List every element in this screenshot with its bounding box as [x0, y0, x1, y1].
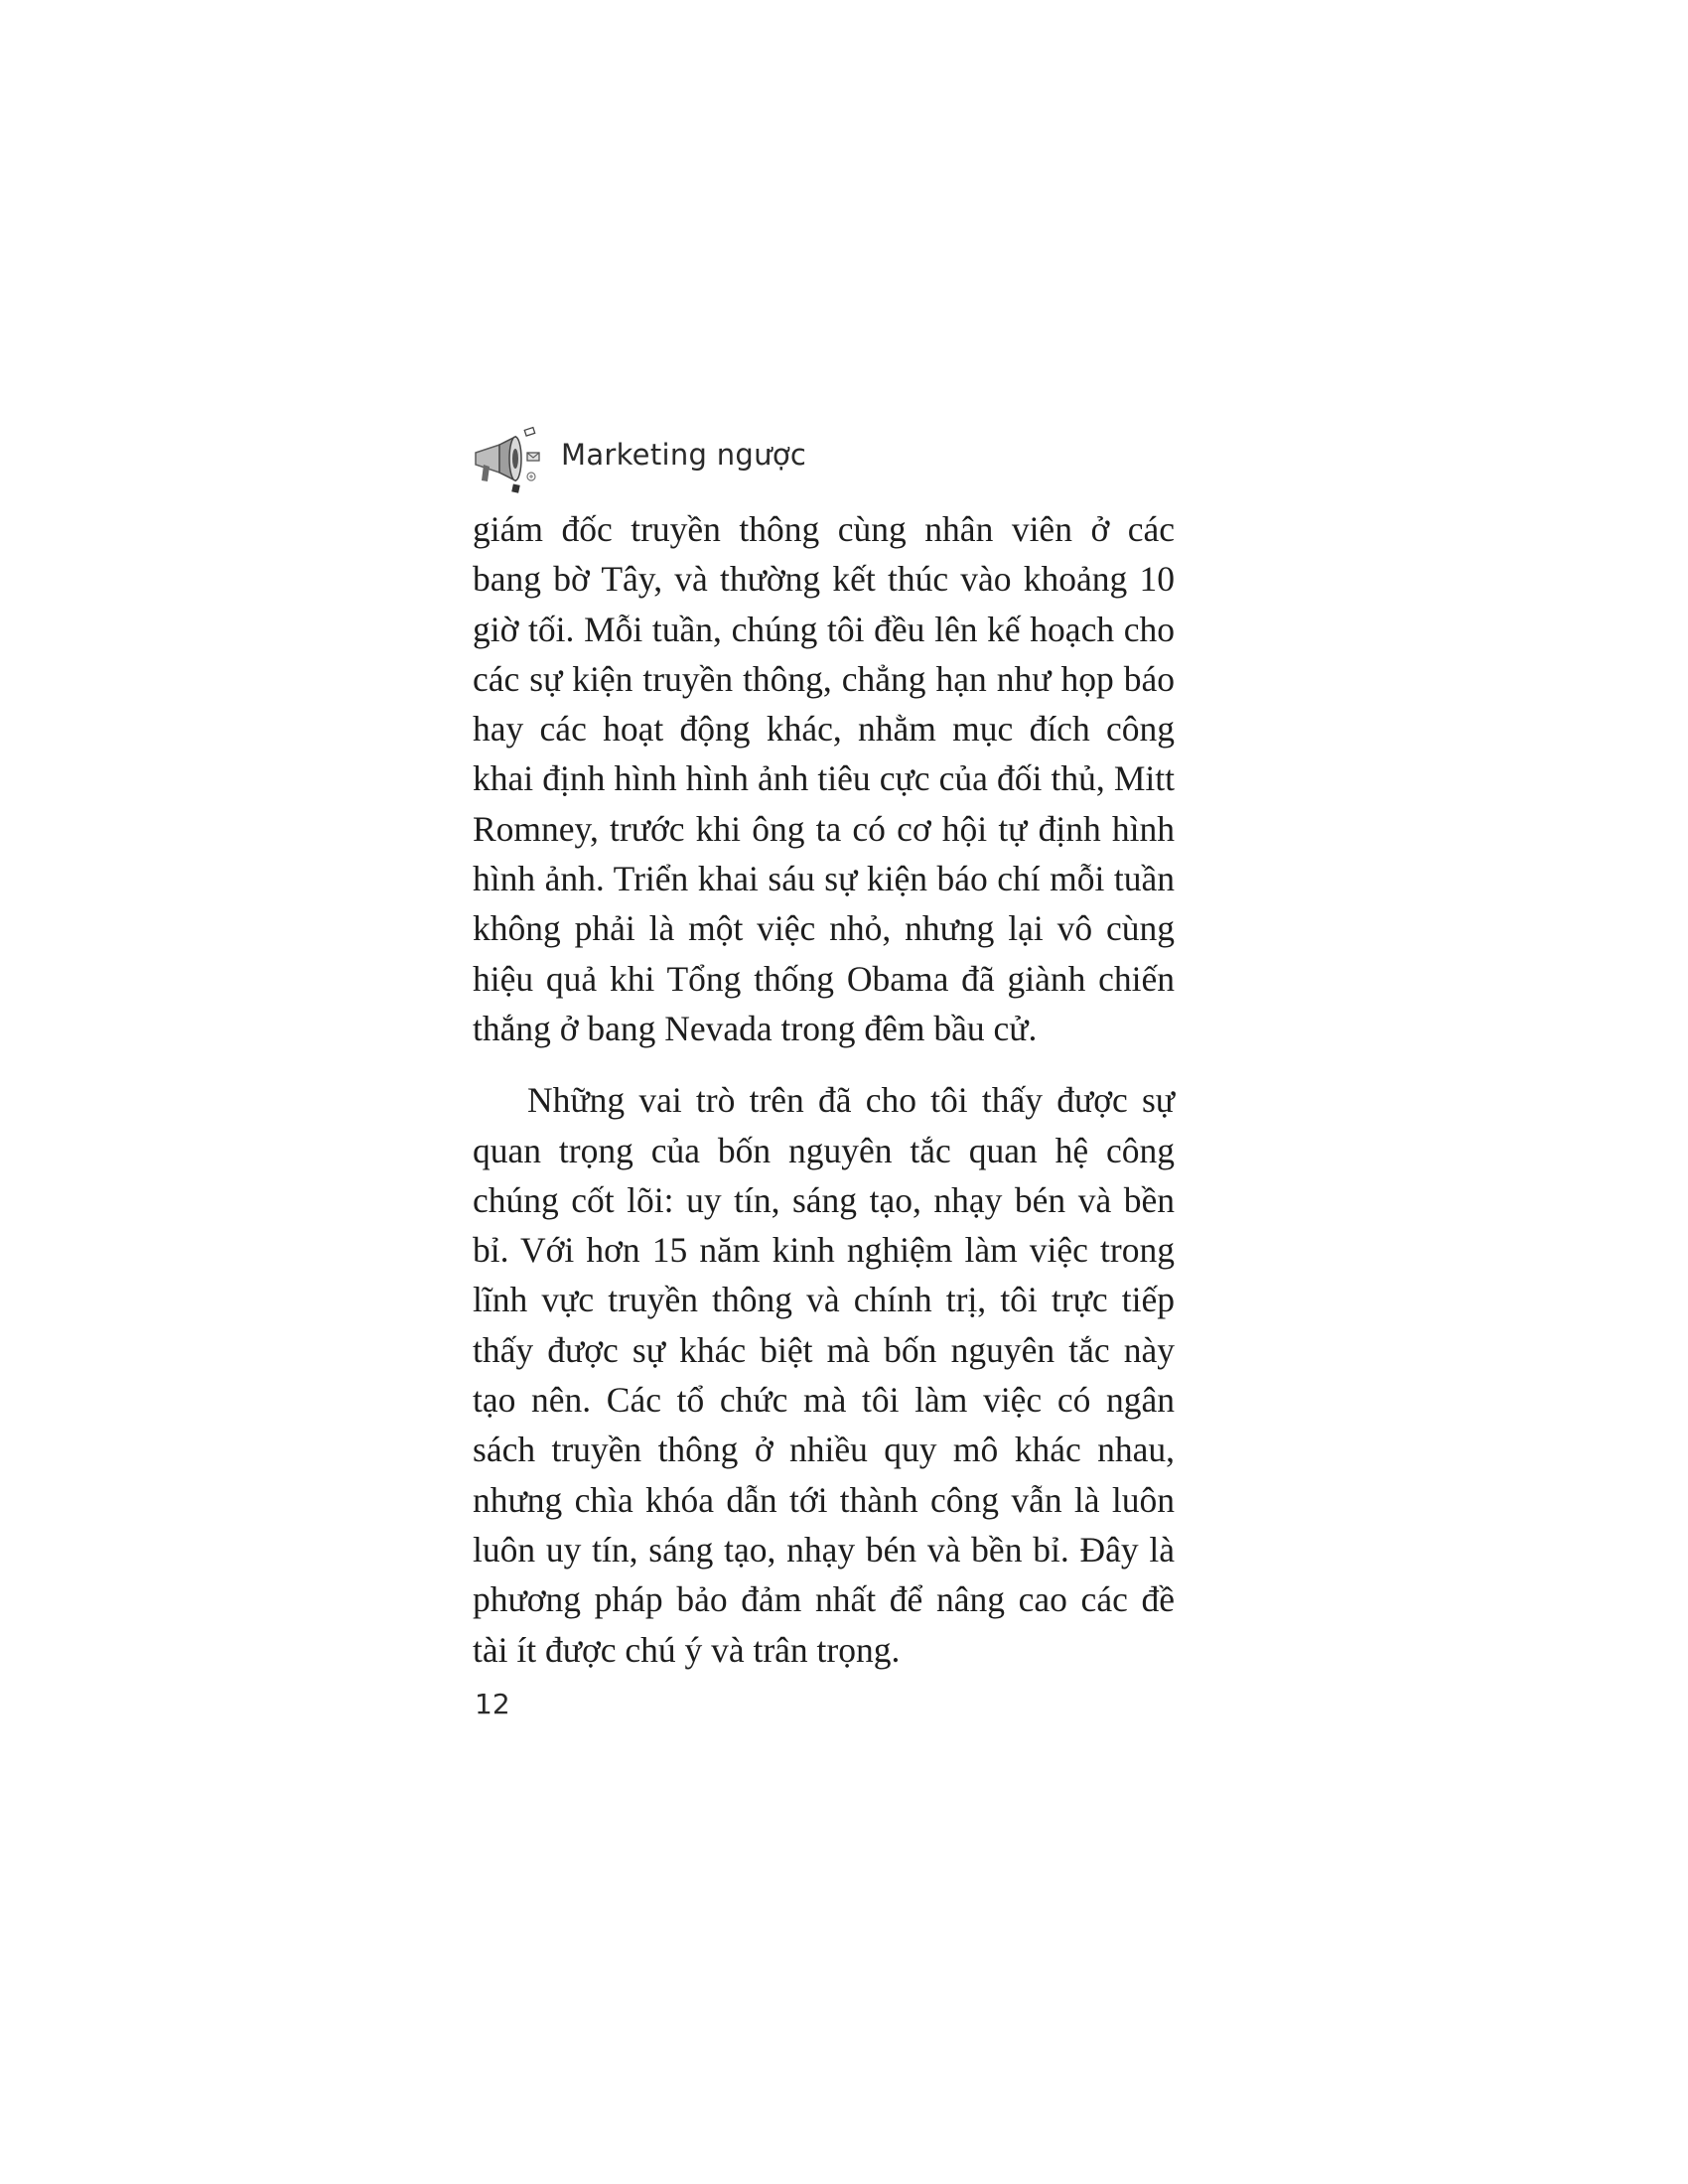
page-number: 12 [475, 1688, 510, 1720]
running-header-title: Marketing ngược [561, 438, 807, 472]
body-text [473, 504, 1175, 1675]
running-header [470, 415, 806, 494]
megaphone-icon [470, 415, 549, 494]
paragraph: giám đốc truyền thông cùng nhân viên ở các bang bờ Tây, và thường kết thúc vào khoảng 10 giờ tối. Mỗi tuần, chúng tôi đều lên kế hoạch cho các sự kiện truyền thông, chẳng hạn như họp báo hay các hoạt động khác, nhằm mục đích công khai định hình hình ảnh tiêu cực của đối thủ, Mitt Romney, trước khi ông ta có cơ hội tự định hình hình ảnh. Triển khai sáu sự kiện báo chí mỗi tuần không phải là một việc nhỏ, nhưng lại vô cùng hiệu quả khi Tổng thống Obama đã giành chiến thắng ở bang Nevada trong đêm bầu cử. [473, 509, 1175, 1048]
paragraph: Những vai trò trên đã cho tôi thấy được sự quan trọng của bốn nguyên tắc quan hệ công chúng cốt lõi: uy tín, sáng tạo, nhạy bén và bền bỉ. Với hơn 15 năm kinh nghiệm làm việc trong lĩnh vực truyền thông và chính trị, tôi trực tiếp thấy được sự khác biệt mà bốn nguyên tắc này tạo nên. Các tổ chức mà tôi làm việc có ngân sách truyền thông ở nhiều quy mô khác nhau, nhưng chìa khóa dẫn tới thành công vẫn là luôn luôn uy tín, sáng tạo, nhạy bén và bền bỉ. Đây là phương pháp bảo đảm nhất để nâng cao các đề tài ít được chú ý và trân trọng. [473, 1080, 1175, 1670]
